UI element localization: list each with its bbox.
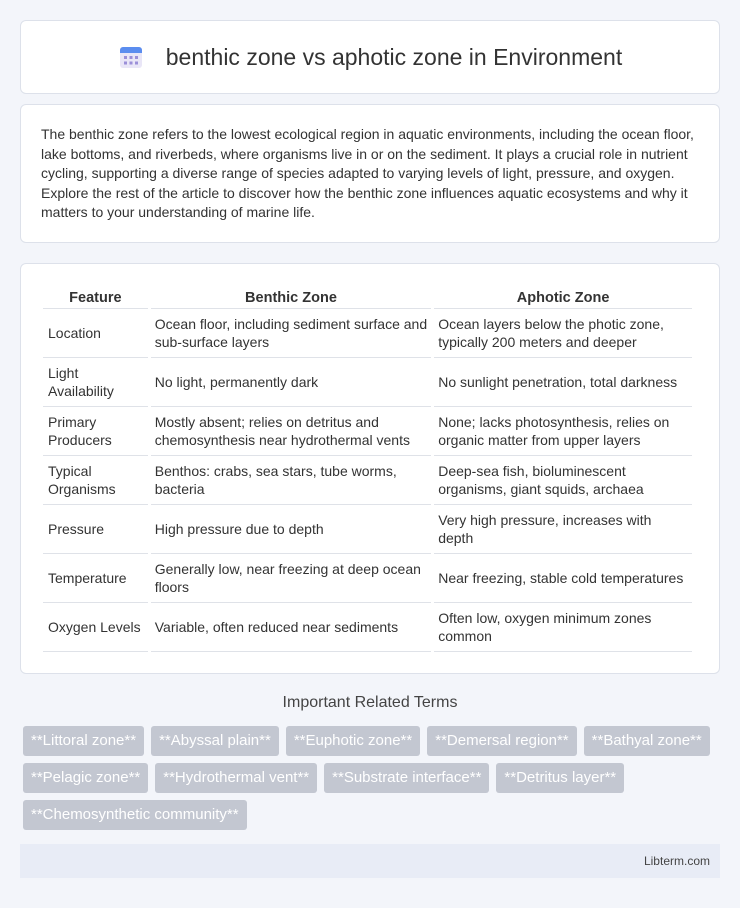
comparison-table [40, 284, 695, 652]
tag-demersal-region[interactable]: **Demersal region** [427, 726, 576, 756]
benthic-cell: Mostly absent; relies on detritus and chemosynthesis near hydrothermal vents [151, 407, 431, 456]
benthic-cell: No light, permanently dark [151, 358, 431, 407]
intro-text: The benthic zone refers to the lowest ecological region in aquatic environments, including the ocean floor, lake bottoms, and riverbeds, where organisms live in or on the sediment. It plays a crucial role in nutrient cycling, supporting a diverse range of species adapted to varying levels of light, pressure, and oxygen. Explore the rest of the article to discover how the benthic zone influences aquatic ecosystems and why it matters to your understanding of marine life. [41, 126, 694, 221]
intro-card [20, 104, 720, 243]
header-benthic: Benthic Zone [151, 284, 431, 309]
aphotic-cell: Near freezing, stable cold temperatures [434, 554, 692, 603]
benthic-cell: Generally low, near freezing at deep ocean floors [151, 554, 431, 603]
aphotic-cell: No sunlight penetration, total darkness [434, 358, 692, 407]
related-terms-title: Important Related Terms [282, 694, 458, 711]
footer-brand-link[interactable]: Libterm.com [643, 854, 710, 868]
benthic-cell: Variable, often reduced near sediments [151, 603, 431, 652]
page-title: benthic zone vs aphotic zone in Environment [165, 43, 623, 70]
header-feature: Feature [43, 284, 148, 309]
feature-cell: Typical Organisms [43, 456, 148, 505]
tag-euphotic-zone[interactable]: **Euphotic zone** [286, 726, 420, 756]
related-terms-list [23, 726, 723, 830]
tag-substrate-interface[interactable]: **Substrate interface** [324, 763, 489, 793]
table-row [43, 358, 692, 407]
tag-littoral-zone[interactable]: **Littoral zone** [23, 726, 144, 756]
table-row [43, 309, 692, 358]
footer [20, 844, 720, 878]
tag-bathyal-zone[interactable]: **Bathyal zone** [584, 726, 710, 756]
benthic-cell: Benthos: crabs, sea stars, tube worms, bacteria [151, 456, 431, 505]
aphotic-cell: Often low, oxygen minimum zones common [434, 603, 692, 652]
tag-detritus-layer[interactable]: **Detritus layer** [496, 763, 624, 793]
feature-cell: Pressure [43, 505, 148, 554]
header-aphotic: Aphotic Zone [434, 284, 692, 309]
feature-cell: Primary Producers [43, 407, 148, 456]
table-row [43, 456, 692, 505]
comparison-card [20, 263, 720, 674]
benthic-cell: Ocean floor, including sediment surface and sub-surface layers [151, 309, 431, 358]
table-row [43, 407, 692, 456]
table-row [43, 505, 692, 554]
feature-cell: Light Availability [43, 358, 148, 407]
aphotic-cell: Deep-sea fish, bioluminescent organisms, giant squids, archaea [434, 456, 692, 505]
table-header-row [43, 284, 692, 309]
tag-hydrothermal-vent[interactable]: **Hydrothermal vent** [155, 763, 317, 793]
feature-cell: Temperature [43, 554, 148, 603]
header-card [20, 20, 720, 94]
tag-chemosynthetic-community[interactable]: **Chemosynthetic community** [23, 800, 247, 830]
table-row [43, 603, 692, 652]
feature-cell: Location [43, 309, 148, 358]
aphotic-cell: Ocean layers below the photic zone, typically 200 meters and deeper [434, 309, 692, 358]
tag-abyssal-plain[interactable]: **Abyssal plain** [151, 726, 279, 756]
table-row [43, 554, 692, 603]
calendar-icon [118, 44, 144, 70]
feature-cell: Oxygen Levels [43, 603, 148, 652]
benthic-cell: High pressure due to depth [151, 505, 431, 554]
aphotic-cell: Very high pressure, increases with depth [434, 505, 692, 554]
tag-pelagic-zone[interactable]: **Pelagic zone** [23, 763, 148, 793]
aphotic-cell: None; lacks photosynthesis, relies on organic matter from upper layers [434, 407, 692, 456]
